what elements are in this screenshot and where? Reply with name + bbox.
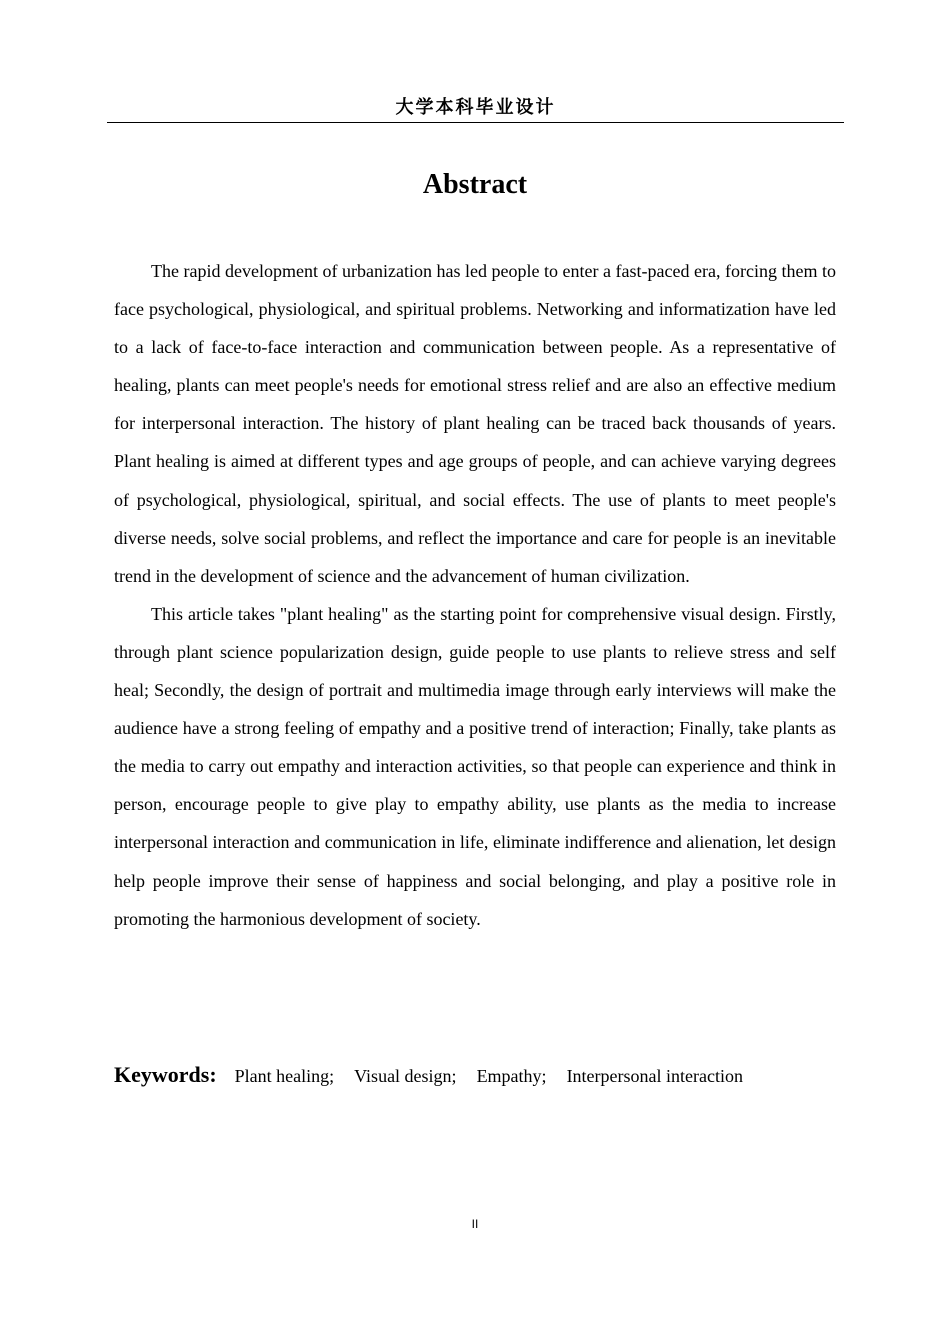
keyword-item: Empathy; — [476, 1066, 547, 1086]
abstract-paragraph: The rapid development of urbanization has led people to enter a fast-paced era, forcing them to face psychological, physiological, and spiritual problems. Networking and informatization have led to a lack of face-to-face interaction and communication between people. As a representative of healing, plants can meet people's needs for emotional stress relief and are also an effective medium for interpersonal interaction. The history of plant healing can be traced back thousands of years. Plant healing is aimed at different types and age groups of people, and can achieve varying degrees of psychological, physiological, spiritual, and social effects. The use of plants to meet people's diverse needs, solve social problems, and reflect the importance and care for people is an inevitable trend in the development of science and the advancement of human civilization. — [114, 261, 836, 586]
page-title: Abstract — [422, 169, 528, 200]
abstract-body — [114, 252, 836, 938]
header-divider — [107, 122, 844, 123]
keyword-item: Visual design; — [354, 1066, 457, 1086]
running-header: 大学本科毕业设计 — [395, 97, 556, 118]
keywords-line — [114, 1062, 836, 1088]
keyword-item: Plant healing; — [234, 1066, 335, 1086]
page-number: II — [471, 1217, 479, 1231]
keywords-label: Keywords: — [114, 1062, 217, 1087]
abstract-paragraph: This article takes "plant healing" as the starting point for comprehensive visual design. Firstly, through plant science popularization design, guide people to use plants to relieve stress and self heal; Secondly, the design of portrait and multimedia image through early interviews will make the audience have a strong feeling of empathy and a positive trend of interaction; Finally, take plants as the media to carry out empathy and interaction activities, so that people can experience and think in person, encourage people to give play to empathy ability, use plants as the media to increase interpersonal interaction and communication in life, eliminate indifference and alienation, let design help people improve their sense of happiness and social belonging, and play a positive role in promoting the harmonious development of society. — [114, 603, 836, 929]
keyword-item: Interpersonal interaction — [566, 1066, 743, 1086]
